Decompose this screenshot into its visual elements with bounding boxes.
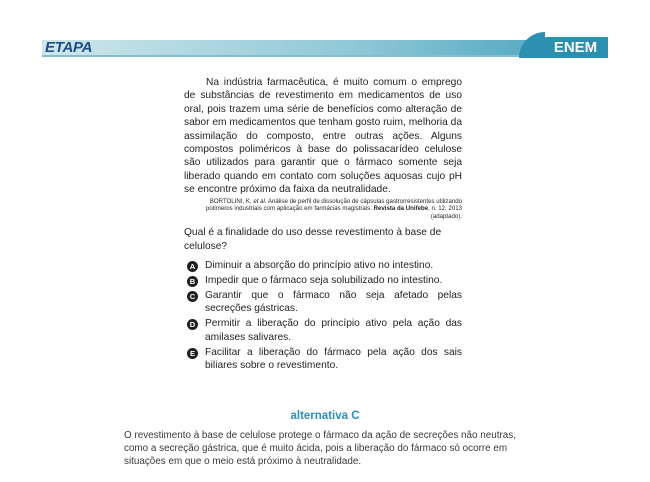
- option-text: Garantir que o fármaco não seja afetado pelas secreções gástricas.: [205, 290, 462, 315]
- question-prompt: Qual é a finalidade do uso desse revestimento à base de celulose?: [184, 227, 442, 252]
- answer-options: [184, 259, 462, 372]
- citation-details: , n. 12, 2013 (adaptado).: [428, 205, 462, 220]
- option-letter-badge: E: [187, 348, 198, 359]
- option-letter-badge: C: [187, 291, 198, 302]
- answer-explanation: O revestimento à base de celulose protege o fármaco da ação de secreções não neutras, como a secreção gástrica, que é muito ácida, pois a liberação do fármaco só ocorre em situações em que o meio está próximo à neutralidade.: [124, 430, 516, 467]
- option-a: [184, 259, 462, 272]
- option-b: [184, 274, 462, 287]
- page-header: [0, 0, 650, 60]
- exam-tab-curve: [519, 32, 545, 58]
- citation-title: Análise de perfil de dissolução de cápsulas gastrorresistentes utilizando polímeros industriais com aplicação em farmácias magistrais.: [205, 197, 462, 213]
- citation-journal: Revista da Unifebe: [373, 205, 429, 213]
- option-e: [184, 346, 462, 373]
- option-text: Diminuir a absorção do princípio ativo no intestino.: [205, 260, 434, 272]
- option-text: Facilitar a liberação do fármaco pela ação dos sais biliares sobre o revestimento.: [205, 346, 462, 372]
- exam-label: ENEM: [553, 39, 598, 56]
- option-letter-badge: D: [187, 319, 198, 330]
- citation: [184, 198, 462, 221]
- option-text: Impedir que o fármaco seja solubilizado no intestino.: [205, 275, 443, 287]
- option-text: Permitir a liberação do princípio ativo pela ação das amilases salivares.: [205, 318, 462, 343]
- option-letter-badge: B: [187, 276, 198, 287]
- brand-logo-text: ETAPA: [45, 39, 93, 56]
- question-block: [184, 76, 462, 374]
- citation-etal: et al.: [253, 197, 267, 205]
- question-text: Na indústria farmacêutica, é muito comum o emprego de substâncias de revestimento em medicamentos de uso oral, pois trazem uma série de benefícios como alteração de sabor em medicamentos que tenham gosto ruim, melhoria da assimilação do composto, entre outras ações. Alguns compostos poliméricos à base do polissacarídeo celulose são utilizados para garantir que o fármaco somente seja liberado quando em contato com soluções aquosas cujo pH se encontre próximo da faixa da neutralidade.: [184, 77, 462, 196]
- option-c: [184, 289, 462, 316]
- answer-title: alternativa C: [290, 410, 360, 422]
- option-letter-badge: A: [187, 261, 198, 272]
- citation-authors: BORTOLINI, K.: [209, 197, 254, 205]
- option-d: [184, 317, 462, 344]
